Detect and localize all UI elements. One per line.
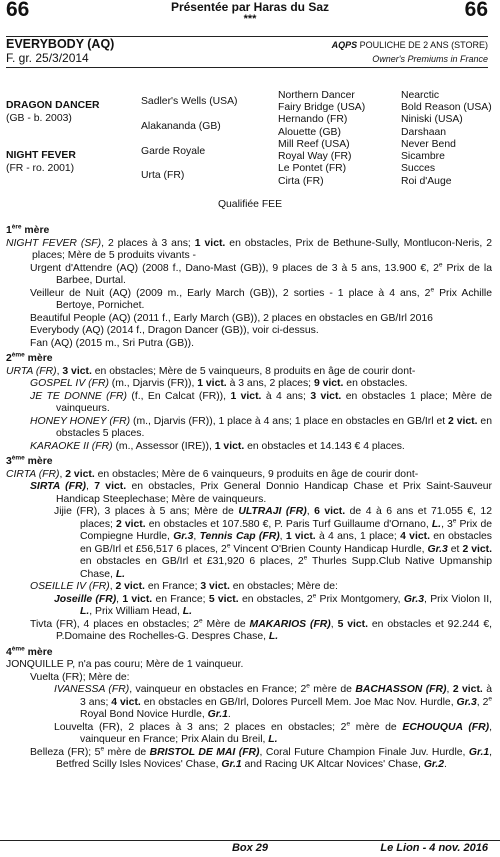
pedigree-paragraph: Tivta (FR), 4 places en obstacles; 2e Mère de MAKARIOS (FR), 5 vict. en obstacles et 92.244 €, P.Domaine des Rochelles-G. Despres Chase, L. — [30, 617, 492, 642]
pedigree-gen2: Urta (FR) — [141, 170, 185, 181]
pedigree-paragraph: URTA (FR), 3 vict. en obstacles; Mère de 5 vainqueurs, 8 produits en âge de courir dont- — [6, 365, 416, 377]
qualification: Qualifiée FEE — [217, 199, 283, 210]
page-footer — [0, 840, 500, 855]
horse-name: EVERYBODY (AQ) — [6, 37, 115, 51]
pedigree-paragraph: IVANESSA (FR), vainqueur en obstacles en France; 2e mère de BACHASSON (FR), 2 vict. à 3 ans; 4 vict. en obstacles en GB/Irl, Dolores Purcell Mem. Joe Mac Nov. Hurdle, Gr.3, 2e Royal Bond Novice Hurdle, Gr.1. — [54, 682, 492, 720]
lot-number-right: 66 — [464, 0, 488, 21]
sex-value: POULICHE DE 2 ANS (STORE) — [359, 40, 488, 50]
pedigree-paragraph: Jijie (FR), 3 places à 5 ans; Mère de ULTRAJI (FR), 6 vict. de 4 à 6 ans et 71.055 €, 12 places; 2 vict. en obstacles et 107.580 €, P. Paris Turf Guillaume d'Ornano, L., 3e Prix de Compiegne Hurdle, Gr.3, Tennis Cap (FR), 1 vict. à 4 ans, 1 place; 4 vict. en obstacles en GB/Irl et £56,517 6 places, 2e Vincent O'Brien County Handicap Hurdle, Gr.3 et 2 vict. en obstacles en GB/Irl et £31,920 6 places, 2e Thurles Supp.Club Native Upmanship Chase, L. — [54, 506, 493, 580]
pedigree-paragraph: Veilleur de Nuit (AQ) (2009 m., Early March (GB)), 2 sorties - 1 place à 4 ans, 2e Prix Achille Bertoye, Pornichet. — [30, 286, 493, 311]
pedigree-gen4: Nearctic — [401, 90, 440, 101]
dam-name: NIGHT FEVER — [6, 150, 76, 161]
generation-heading: 1ère mère — [6, 223, 50, 236]
pedigree-gen3: Hernando (FR) — [278, 114, 348, 125]
catalogue-body — [6, 222, 492, 772]
sale-location-date: Le Lion - 4 nov. 2016 — [380, 842, 488, 854]
pedigree-paragraph: JE TE DONNE (FR) (f., En Calcat (FR)), 1 vict. à 4 ans; 3 vict. en obstacles 1 place; Mère de vainqueurs. — [30, 390, 493, 414]
lot-number-left: 66 — [6, 0, 30, 21]
sire-info: (GB - b. 2003) — [6, 113, 72, 124]
pedigree-gen4: Roi d'Auge — [401, 176, 452, 187]
pedigree-paragraph: CIRTA (FR), 2 vict. en obstacles; Mère de 6 vainqueurs, 9 produits en âge de courir dont- — [6, 468, 419, 480]
pedigree-paragraph: Vuelta (FR); Mère de: — [30, 671, 130, 683]
pedigree-paragraph: OSEILLE IV (FR), 2 vict. en France; 3 vict. en obstacles; Mère de: — [30, 581, 338, 592]
pedigree-gen3: Northern Dancer — [278, 90, 355, 101]
pedigree-paragraph: GOSPEL IV (FR) (m., Djarvis (FR)), 1 vict. à 3 ans, 2 places; 9 vict. en obstacles. — [30, 378, 408, 389]
pedigree-gen2: Sadler's Wells (USA) — [141, 96, 238, 107]
pedigree-paragraph: Louvelta (FR), 2 places à 3 ans; 2 places en obstacles; 2e mère de ECHOUQUA (FR), vainqueur en France; Prix Alain du Breil, L. — [54, 720, 492, 745]
horse-details: F. gr. 25/3/2014 — [6, 51, 89, 65]
pedigree-gen3: Alouette (GB) — [278, 127, 341, 138]
generation-heading: 2ème mère — [6, 351, 53, 364]
page-header — [0, 0, 500, 30]
sire-name: DRAGON DANCER — [6, 100, 100, 111]
pedigree-paragraph: Joseille (FR), 1 vict. en France; 5 vict. en obstacles, 2e Prix Montgomery, Gr.3, Prix Violon II, L., Prix William Head, L. — [54, 592, 493, 617]
pedigree-gen2: Garde Royale — [141, 146, 206, 157]
pedigree-gen4: Succes — [401, 163, 436, 174]
box-number: Box 29 — [231, 842, 269, 854]
generation-heading: 4ème mère — [6, 645, 53, 658]
pedigree-paragraph: SIRTA (FR), 7 vict. en obstacles, Prix General Donnio Handicap Chase et Prix Saint-Sauveur Handicap Steeplechase; Mère de vainqueurs. — [30, 481, 493, 505]
pedigree-paragraph: Fan (AQ) (2015 m., Sri Putra (GB)). — [30, 337, 194, 349]
pedigree-paragraph: Everybody (AQ) (2014 f., Dragon Dancer (GB)), voir ci-dessus. — [30, 325, 319, 336]
horse-title-bar — [6, 36, 488, 68]
generation-heading: 3ème mère — [6, 454, 53, 467]
owner-premium: Owner's Premiums in France — [372, 54, 488, 64]
pedigree-gen3: Cirta (FR) — [278, 176, 324, 187]
pedigree-paragraph: Beautiful People (AQ) (2011 f., Early March (GB)), 2 places en obstacles en GB/Irl 2016 — [30, 312, 433, 324]
pedigree-paragraph: NIGHT FEVER (SF), 2 places à 3 ans; 1 vict. en obstacles, Prix de Bethune-Sully, Montlucon-Neris, 2 places; Mère de 5 produits vivants - — [6, 237, 492, 261]
pedigree-gen2: Alakananda (GB) — [141, 121, 221, 132]
pedigree-gen3: Royal Way (FR) — [278, 151, 352, 162]
pedigree-paragraph: Belleza (FR); 5e mère de BRISTOL DE MAI (FR), Coral Future Champion Finale Juv. Hurdle, Gr.1, Betfred Scilly Isles Novices' Chase, Gr.1 and Racing UK Altcar Novices' Chase, Gr.2. — [30, 745, 492, 770]
pedigree-gen3: Le Pontet (FR) — [278, 163, 347, 174]
stars: *** — [243, 13, 257, 25]
horse-sex — [332, 39, 488, 52]
pedigree-table — [6, 90, 494, 190]
pedigree-gen4: Sicambre — [401, 151, 445, 162]
sex-prefix: AQPS — [331, 40, 358, 50]
pedigree-gen4: Niniski (USA) — [401, 114, 463, 125]
pedigree-paragraph: JONQUILLE P, n'a pas couru; Mère de 1 vainqueur. — [6, 659, 244, 670]
pedigree-paragraph: KARAOKE II (FR) (m., Assessor (IRE)), 1 vict. en obstacles et 14.143 € 4 places. — [30, 440, 405, 452]
presenter: Présentée par Haras du Saz — [170, 0, 330, 14]
pedigree-gen4: Never Bend — [401, 139, 456, 150]
pedigree-paragraph: Urgent d'Attendre (AQ) (2008 f., Dano-Mast (GB)), 9 places de 3 à 5 ans, 13.900 €, 2e Prix de la Barbee, Durtal. — [30, 261, 493, 286]
pedigree-gen3: Mill Reef (USA) — [278, 139, 350, 150]
pedigree-gen4: Darshaan — [401, 127, 447, 138]
pedigree-gen4: Bold Reason (USA) — [401, 102, 492, 113]
dam-info: (FR - ro. 2001) — [6, 163, 75, 174]
pedigree-paragraph: HONEY HONEY (FR) (m., Djarvis (FR)), 1 place à 4 ans; 1 place en obstacles en GB/Irl et 2 vict. en obstacles 5 places. — [30, 415, 492, 439]
pedigree-gen3: Fairy Bridge (USA) — [278, 102, 366, 113]
